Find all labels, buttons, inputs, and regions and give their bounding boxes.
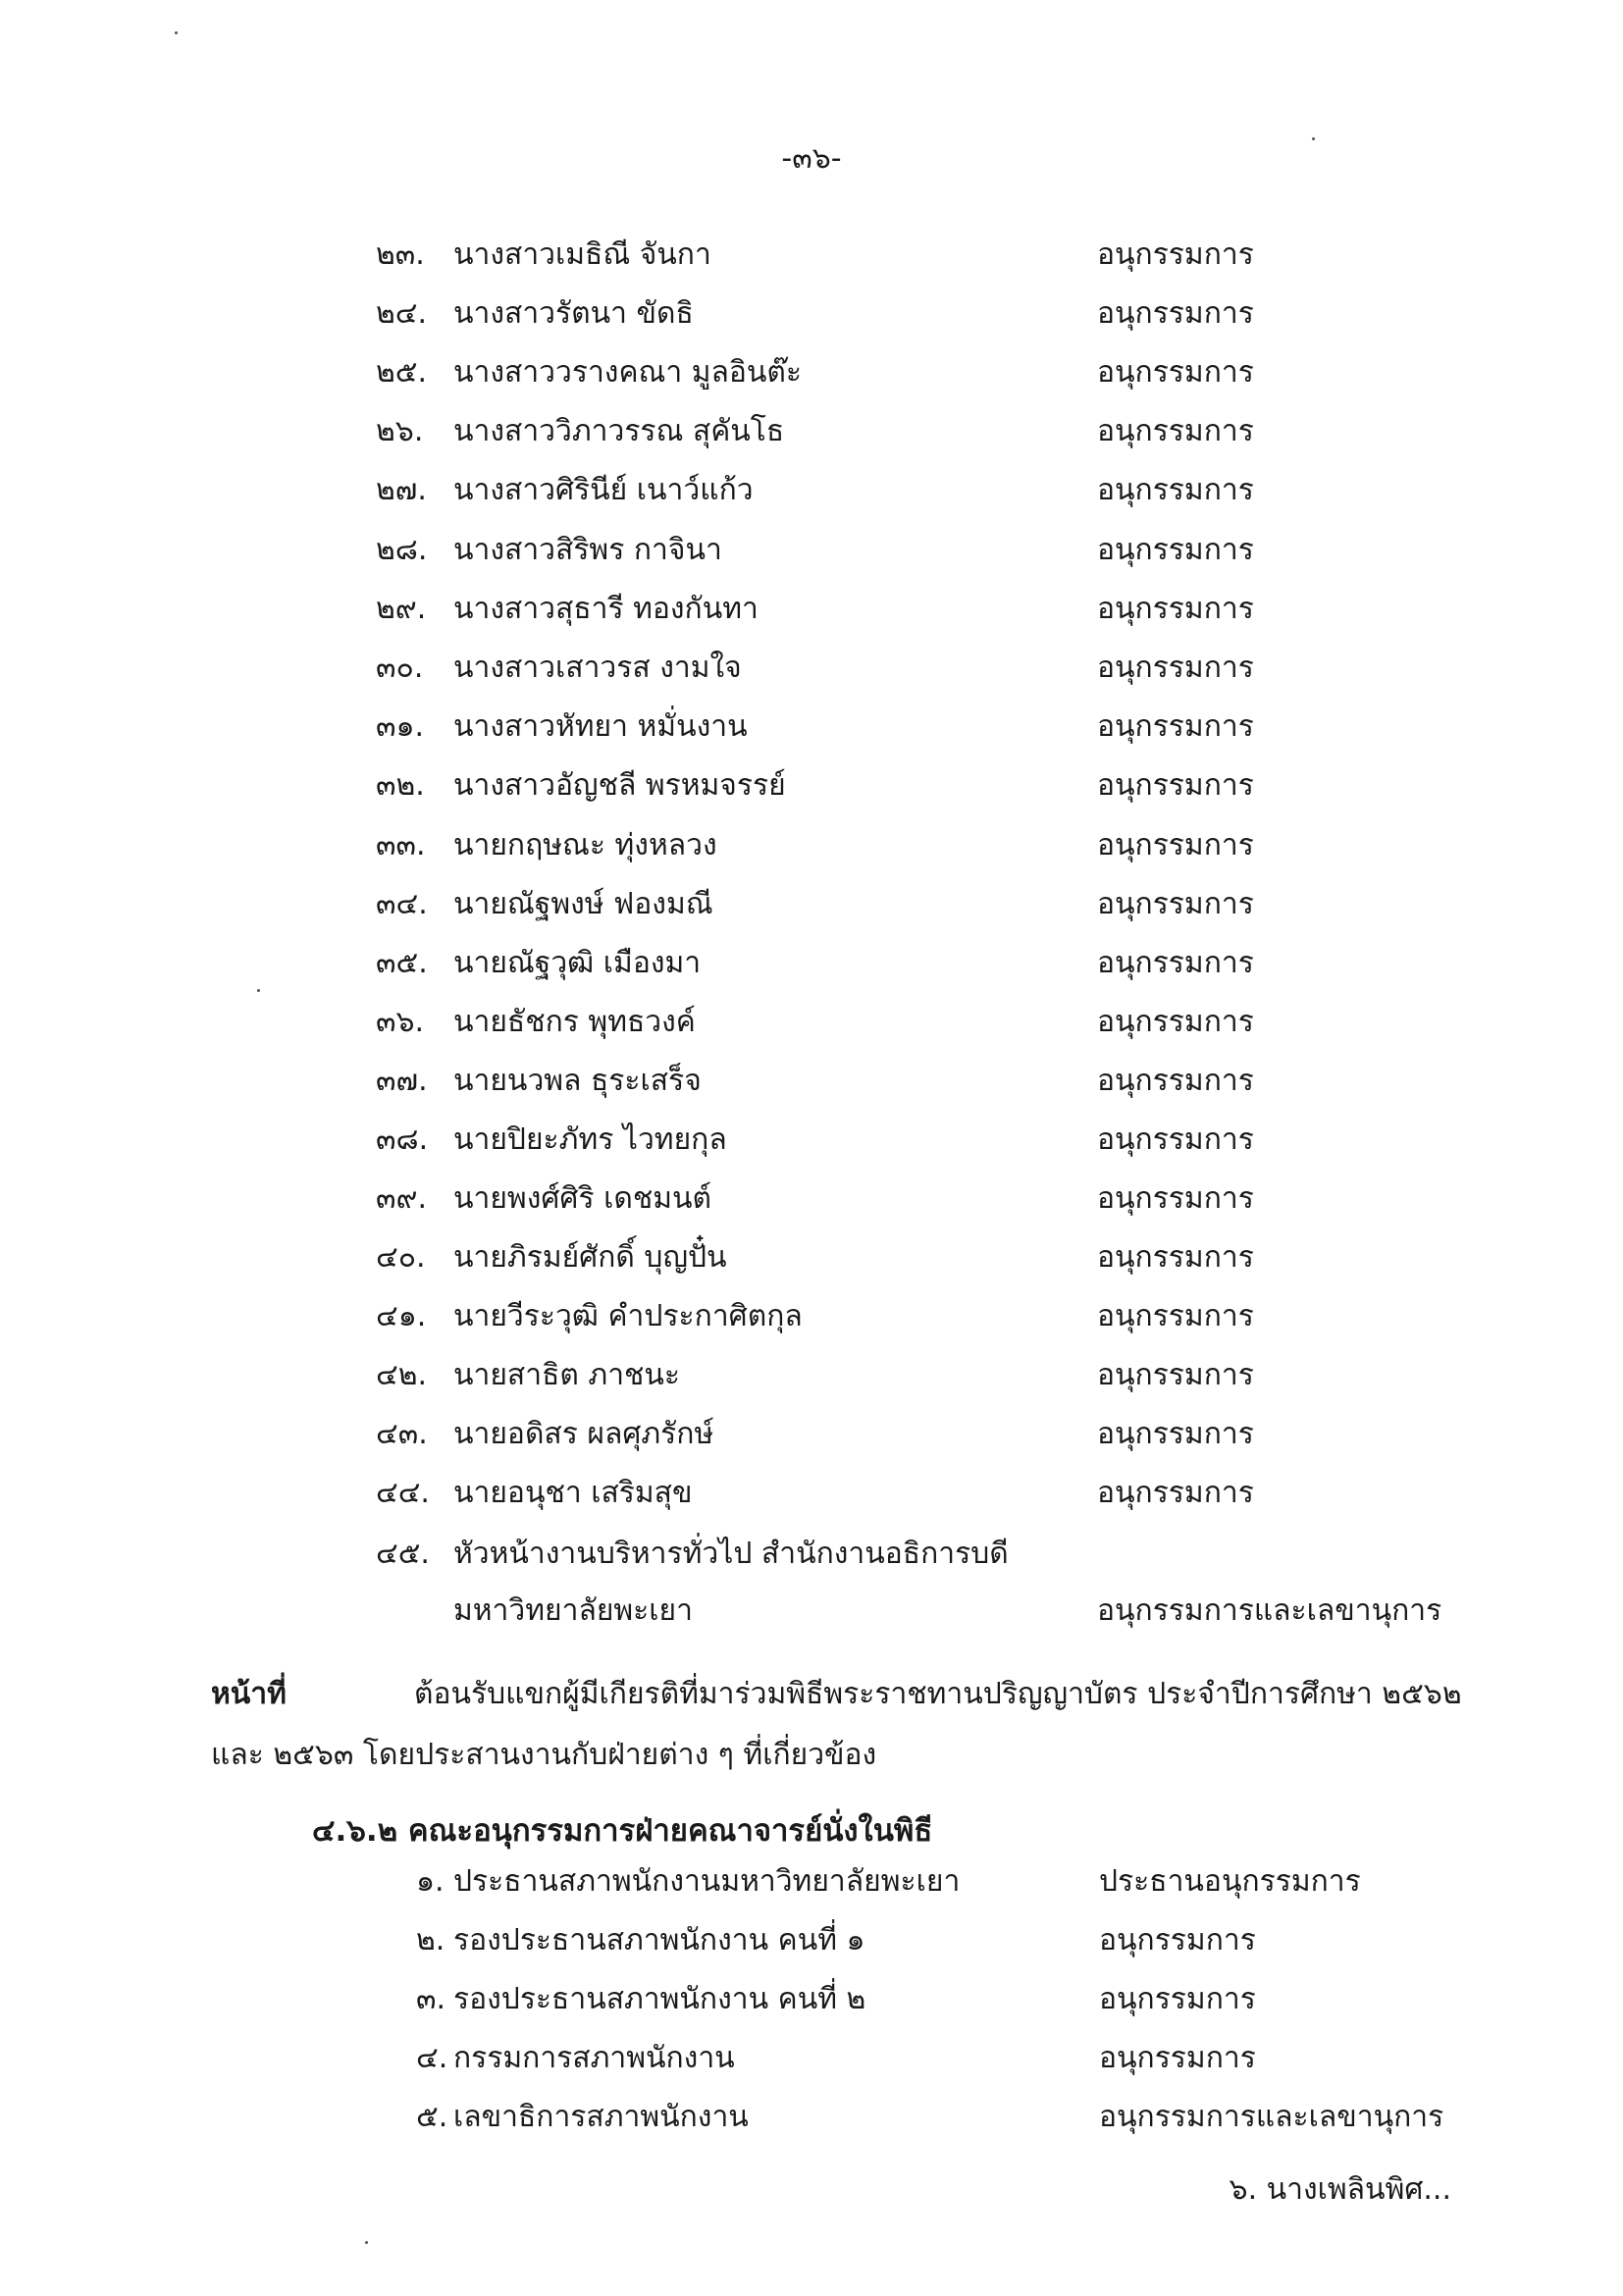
list-item <box>0 1234 1623 1285</box>
item-number: ๒๗. <box>376 473 427 507</box>
member-name: นางสาววิภาวรรณ สุคันโธ <box>453 414 785 448</box>
member-name: นายณัฐพงษ์ ฟองมณี <box>453 887 713 921</box>
list-item-45-continued <box>0 1588 1623 1639</box>
member-name: นายธัชกร พุทธวงค์ <box>453 1005 696 1039</box>
item-number: ๓๓. <box>376 828 426 862</box>
member-name-line1: หัวหน้างานบริหารทั่วไป สำนักงานอธิการบดี <box>453 1537 1009 1571</box>
item-number: ๔. <box>416 2041 448 2075</box>
member-role: อนุกรรมการ <box>1097 1064 1254 1098</box>
list-item <box>0 527 1623 578</box>
item-number: ๒๘. <box>376 533 428 567</box>
member-role: อนุกรรมการ <box>1099 1982 1256 2016</box>
member-role: อนุกรรมการ <box>1097 592 1254 626</box>
item-number: ๓๔. <box>376 887 428 921</box>
list-item <box>0 645 1623 696</box>
member-role: อนุกรรมการ <box>1099 2041 1256 2075</box>
member-name: นายภิรมย์ศักดิ์ บุญปั๋น <box>453 1240 727 1275</box>
list-item <box>0 822 1623 873</box>
member-role: อนุกรรมการ <box>1097 296 1254 331</box>
member-role: อนุกรรมการ <box>1097 887 1254 921</box>
member-name: รองประธานสภาพนักงาน คนที่ ๒ <box>453 1982 866 2016</box>
continuation-text: ๖. นางเพลินพิศ... <box>1229 2172 1451 2207</box>
list-item <box>0 232 1623 283</box>
list-item <box>0 290 1623 341</box>
scan-speck <box>1312 137 1315 140</box>
item-number: ๔๕. <box>376 1537 430 1571</box>
member-role: อนุกรรมการ <box>1097 1299 1254 1333</box>
member-name: นายพงศ์ศิริ เดชมนต์ <box>453 1181 711 1216</box>
list-item <box>0 762 1623 813</box>
member-role: อนุกรรมการ <box>1097 1358 1254 1392</box>
item-number: ๒๔. <box>376 296 428 331</box>
member-name: นายปิยะภัทร ไวทยกุล <box>453 1122 727 1157</box>
item-number: ๓๐. <box>376 651 424 685</box>
member-name: นายกฤษณะ ทุ่งหลวง <box>453 828 717 862</box>
item-number: ๔๑. <box>376 1299 427 1333</box>
item-number: ๕. <box>416 2100 448 2134</box>
item-number: ๔๔. <box>376 1476 430 1510</box>
member-name: นายสาธิต ภาชนะ <box>453 1358 681 1392</box>
item-number: ๓๗. <box>376 1064 428 1098</box>
member-role: อนุกรรมการ <box>1097 473 1254 507</box>
item-number: ๒๕. <box>376 355 428 390</box>
item-number: ๓. <box>416 1982 446 2016</box>
list-item <box>0 704 1623 755</box>
item-number: ๓๑. <box>376 709 425 744</box>
member-role: อนุกรรมการ <box>1097 533 1254 567</box>
item-number: ๓๒. <box>376 768 425 803</box>
member-name: นายณัฐวุฒิ เมืองมา <box>453 946 702 980</box>
member-name: เลขาธิการสภาพนักงาน <box>453 2100 749 2134</box>
item-number: ๓๖. <box>376 1005 425 1039</box>
list-item <box>0 881 1623 932</box>
member-role: อนุกรรมการ <box>1097 1005 1254 1039</box>
scan-speck <box>175 31 178 34</box>
duty-label: หน้าที่ <box>211 1677 287 1711</box>
member-role: อนุกรรมการ <box>1097 1476 1254 1510</box>
list-item <box>0 940 1623 991</box>
member-role: อนุกรรมการ <box>1097 828 1254 862</box>
list-item <box>0 408 1623 459</box>
item-number: ๓๕. <box>376 946 428 980</box>
member-role: อนุกรรมการ <box>1097 355 1254 390</box>
list-item-45 <box>0 1531 1623 1582</box>
member-role: อนุกรรมการ <box>1097 709 1254 744</box>
member-role: อนุกรรมการ <box>1099 1923 1256 1957</box>
member-role: อนุกรรมการ <box>1097 1181 1254 1216</box>
list-item <box>0 1175 1623 1226</box>
member-role: อนุกรรมการ <box>1097 1122 1254 1157</box>
member-role: อนุกรรมการ <box>1097 414 1254 448</box>
member-name: นายอนุชา เสริมสุข <box>453 1476 693 1510</box>
duty-text-line2: และ ๒๕๖๓ โดยประสานงานกับฝ่ายต่าง ๆ ที่เกี่ยวข้อง <box>211 1738 877 1772</box>
member-name: นางสาวศิรินีย์ เนาว์แก้ว <box>453 473 754 507</box>
scan-speck <box>257 989 260 992</box>
member-name: นางสาวอัญชลี พรหมจรรย์ <box>453 768 786 803</box>
item-number: ๒๓. <box>376 237 425 272</box>
member-name: นางสาวสุธารี ทองกันทา <box>453 592 759 626</box>
member-role: อนุกรรมการและเลขานุการ <box>1099 2100 1444 2134</box>
item-number: ๑. <box>416 1864 445 1899</box>
member-role: อนุกรรมการ <box>1097 237 1254 272</box>
member-role: อนุกรรมการ <box>1097 768 1254 803</box>
list-item <box>0 999 1623 1050</box>
duty-text-line1: ต้อนรับแขกผู้มีเกียรติที่มาร่วมพิธีพระราชทานปริญญาบัตร ประจำปีการศึกษา ๒๕๖๒ <box>414 1677 1462 1711</box>
item-number: ๓๙. <box>376 1181 428 1216</box>
list-item <box>0 467 1623 518</box>
page-number: -๓๖- <box>781 141 842 176</box>
member-role: ประธานอนุกรรมการ <box>1099 1864 1361 1899</box>
list-item <box>0 349 1623 400</box>
list-item <box>0 1470 1623 1521</box>
member-name: รองประธานสภาพนักงาน คนที่ ๑ <box>453 1923 865 1957</box>
member-name-line2: มหาวิทยาลัยพะเยา <box>453 1593 693 1628</box>
member-name: นางสาวสิริพร กาจินา <box>453 533 722 567</box>
item-number: ๒๙. <box>376 592 427 626</box>
member-name: นางสาวเสาวรส งามใจ <box>453 651 742 685</box>
member-role: อนุกรรมการ <box>1097 651 1254 685</box>
item-number: ๓๘. <box>376 1122 429 1157</box>
member-name: นางสาวเมธิณี จันกา <box>453 237 711 272</box>
item-number: ๒๖. <box>376 414 424 448</box>
member-role: อนุกรรมการ <box>1097 1417 1254 1451</box>
item-number: ๔๐. <box>376 1240 426 1275</box>
member-role: อนุกรรมการและเลขานุการ <box>1097 1593 1442 1628</box>
member-name: นายอดิสร ผลศุภรักษ์ <box>453 1417 714 1451</box>
item-number: ๒. <box>416 1923 445 1957</box>
list-item <box>0 2094 1623 2145</box>
member-name: นายนวพล ธุระเสร็จ <box>453 1064 702 1098</box>
member-name: กรรมการสภาพนักงาน <box>453 2041 735 2075</box>
member-role: อนุกรรมการ <box>1097 946 1254 980</box>
list-item <box>0 1352 1623 1403</box>
member-name: นางสาวหัทยา หมั่นงาน <box>453 709 748 744</box>
subsection-heading: ๔.๖.๒ คณะอนุกรรมการฝ่ายคณาจารย์นั่งในพิธี <box>312 1813 933 1849</box>
list-item <box>0 1858 1623 1909</box>
member-name: นางสาวรัตนา ขัดธิ <box>453 296 694 331</box>
list-item <box>0 1117 1623 1168</box>
member-name: นางสาววรางคณา มูลอินต๊ะ <box>453 355 803 390</box>
item-number: ๔๓. <box>376 1417 428 1451</box>
member-name: นายวีระวุฒิ คำประกาศิตกุล <box>453 1299 803 1333</box>
list-item <box>0 586 1623 637</box>
list-item <box>0 2035 1623 2086</box>
item-number: ๔๒. <box>376 1358 428 1392</box>
member-role: อนุกรรมการ <box>1097 1240 1254 1275</box>
list-item <box>0 1293 1623 1344</box>
member-name: ประธานสภาพนักงานมหาวิทยาลัยพะเยา <box>453 1864 961 1899</box>
list-item <box>0 1411 1623 1462</box>
list-item <box>0 1917 1623 1968</box>
list-item <box>0 1058 1623 1109</box>
list-item <box>0 1976 1623 2027</box>
scan-speck <box>365 2241 368 2244</box>
